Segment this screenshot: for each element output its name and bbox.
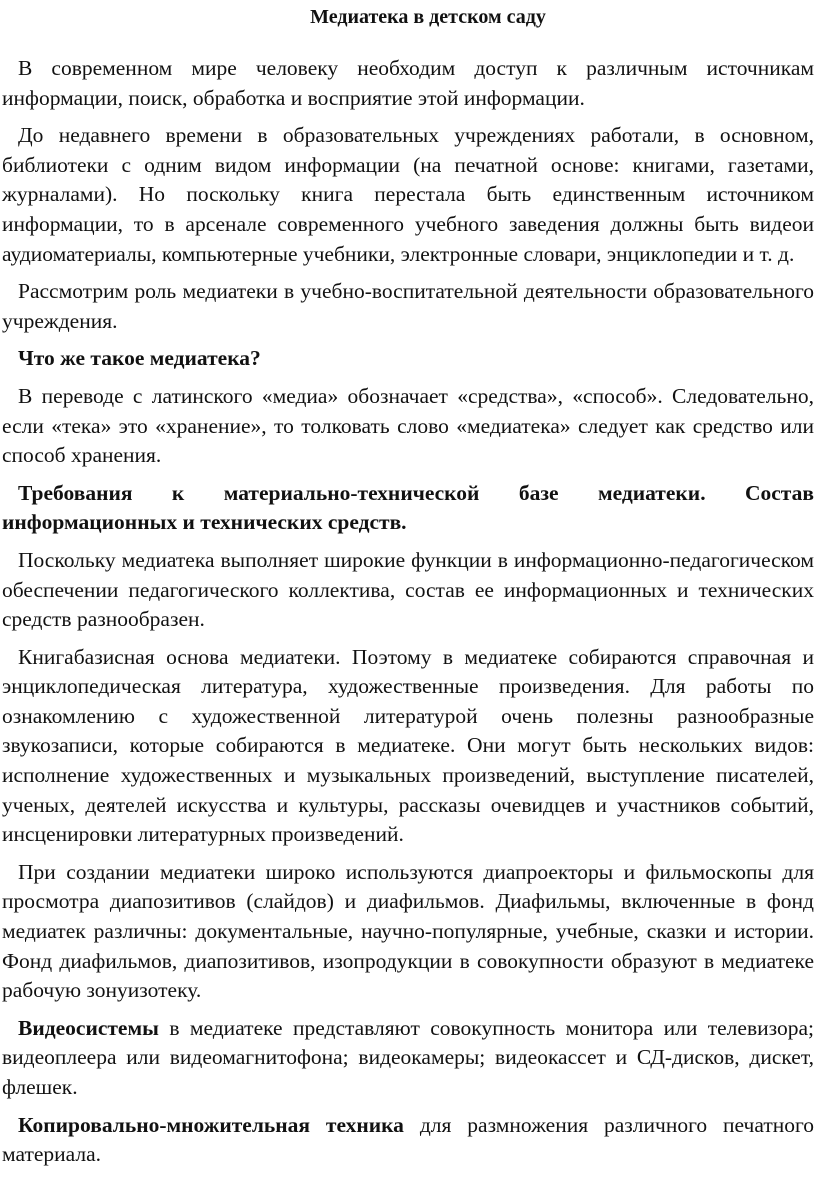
heading-what-is-mediateka: Что же такое медиатека? [18,346,261,371]
document-title: Медиатека в детском саду [310,6,546,28]
paragraph-video-systems-text: в медиатеке представляют совокупность монитора или телевизора; видеоплеера или видеомагнитофона; видеокамеры; видеокассет и СД-дисков, дискет, флешек. [2,1015,814,1099]
heading-requirements: Требования к материально-технической базе медиатеки. Состав информационных и технических средств. [2,480,814,535]
paragraph-copy-equipment-text: для размножения различного печатного материала. [2,1112,814,1167]
paragraph-projectors: При создании медиатеки широко используются диапроекторы и фильмоскопы для просмотра диапозитивов (слайдов) и диафильмов. Диафильмы, включенные в фонд медиатек различны: документальные, научно-популярные, учебные, сказки и истории. Фонд диафильмов, диапозитивов, изопродукции в совокупности образуют в медиатеке рабочую зонуизотеку. [2,859,814,1003]
paragraph-libraries: До недавнего времени в образовательных учреждениях работали, в основном, библиотеки с одним видом информации (на печатной основе: книгами, газетами, журналами). Но поскольку книга перестала быть единственным источником информации, то в арсенале современного учебного заведения должны быть видеои аудиоматериалы, компьютерные учебники, электронные словари, энциклопедии и т. д. [2,123,814,266]
term-video-systems: Видеосистемы [18,1015,159,1040]
paragraph-intro: В современном мире человеку необходим доступ к различным источникам информации, поиск, обработка и восприятие этой информации. [2,56,814,110]
paragraph-etymology: В переводе с латинского «медиа» обозначает «средства», «способ». Следовательно, если «тека» это «хранение», то толковать слово «медиатека» следует как средство или способ хранения. [2,383,814,468]
paragraph-functions: Поскольку медиатека выполняет широкие функции в информационно-педагогическом обеспечении педагогического коллектива, состав ее информационных и технических средств разнообразен. [2,547,814,632]
paragraph-copy-equipment [2,1111,814,1170]
paragraph-book-basis: Книгабазисная основа медиатеки. Поэтому в медиатеке собираются справочная и энциклопедическая литература, художественные произведения. Для работы по ознакомлению с художественной литературой очень полезны разнообразные звукозаписи, которые собираются в медиатеке. Они могут быть нескольких видов: исполнение художественных и музыкальных произведений, выступление писателей, ученых, деятелей искусства и культуры, рассказы очевидцев и участников событий, инсценировки литературных произведений. [2,644,814,847]
term-copy-equipment: Копировально-множительная техника [18,1112,404,1137]
paragraph-video-systems [2,1014,814,1103]
paragraph-role: Рассмотрим роль медиатеки в учебно-воспитательной деятельности образовательного учреждения. [2,279,814,333]
